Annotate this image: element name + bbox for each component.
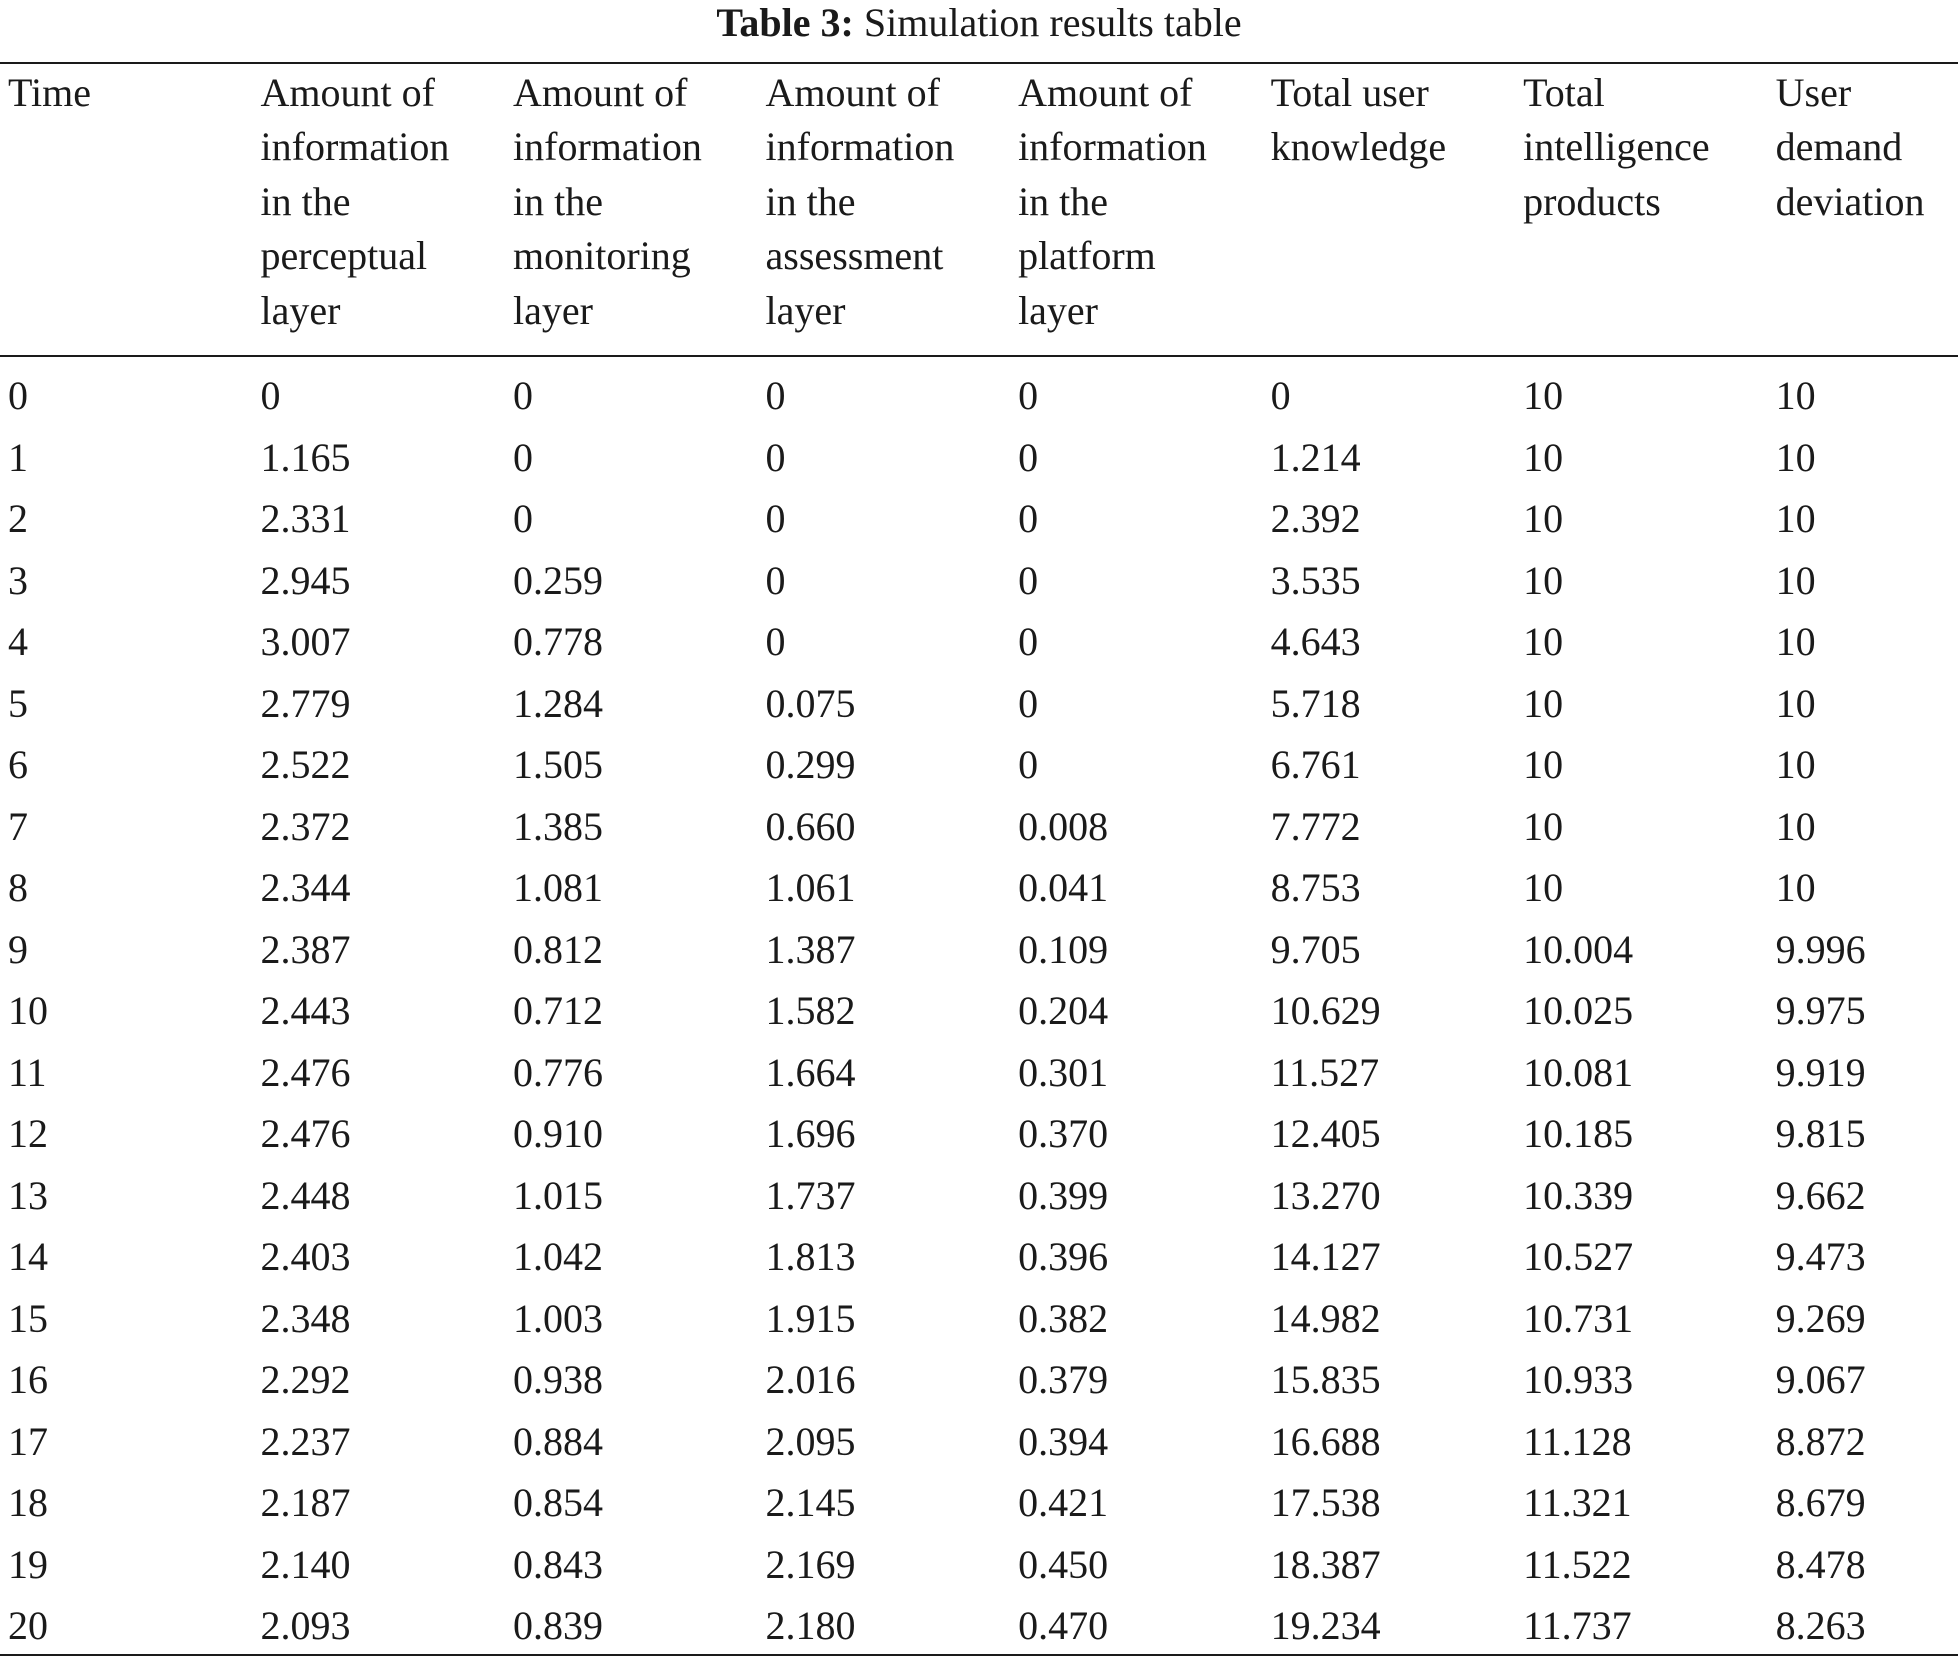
time-cell: 15 [8, 1295, 48, 1341]
value-cell: 0.301 [1018, 1049, 1109, 1095]
value-cell: 10 [1523, 373, 1564, 418]
value-cell: 2.331 [260, 496, 351, 541]
value-cell: 0.008 [1018, 803, 1109, 849]
value-cell: 0 [260, 373, 281, 418]
column-header-line: information [513, 124, 702, 170]
column-header-line: information [260, 124, 450, 170]
value-cell: 2.344 [260, 865, 351, 910]
value-cell: 0 [1018, 742, 1039, 787]
value-cell: 2.237 [260, 1418, 351, 1464]
value-cell: 2.448 [260, 1172, 351, 1218]
value-cell: 2.372 [260, 803, 351, 849]
column-header-line: information [1018, 124, 1207, 170]
time-cell: 11 [8, 1049, 47, 1095]
value-cell: 1.387 [765, 926, 856, 972]
time-cell: 14 [8, 1234, 48, 1279]
column-header-line: Amount of [1018, 70, 1193, 115]
value-cell: 10.731 [1523, 1295, 1634, 1341]
value-cell: 9.067 [1775, 1357, 1866, 1402]
table-row [0, 1472, 1958, 1534]
value-cell: 10.933 [1523, 1357, 1634, 1402]
value-cell: 4.643 [1270, 619, 1361, 664]
value-cell: 0.778 [513, 619, 604, 664]
value-cell: 2.187 [260, 1480, 351, 1525]
time-cell: 1 [8, 434, 28, 480]
column-header-line: layer [260, 287, 341, 333]
time-cell: 8 [8, 865, 28, 910]
column-header-line: Time [8, 70, 92, 115]
time-cell: 9 [8, 926, 28, 972]
value-cell: 10 [1523, 619, 1564, 664]
column-header-line: User [1775, 70, 1852, 115]
value-cell: 1.061 [765, 865, 856, 910]
value-cell: 0 [1018, 373, 1039, 418]
table-row [0, 673, 1958, 735]
value-cell: 10 [1523, 803, 1564, 849]
value-cell: 2.169 [765, 1541, 856, 1587]
table-row [0, 1103, 1958, 1165]
value-cell: 1.737 [765, 1172, 856, 1218]
table-row [0, 1595, 1958, 1657]
value-cell: 10.527 [1523, 1234, 1634, 1279]
value-cell: 10.081 [1523, 1049, 1634, 1095]
value-cell: 10 [1775, 373, 1816, 418]
value-cell: 8.872 [1775, 1418, 1866, 1464]
column-header-line: Total [1523, 70, 1605, 115]
value-cell: 2.145 [765, 1480, 856, 1525]
column-header-line: demand [1775, 124, 1903, 170]
value-cell: 9.919 [1775, 1049, 1866, 1095]
time-cell: 6 [8, 742, 28, 787]
time-cell: 13 [8, 1172, 48, 1218]
value-cell: 10 [1775, 496, 1816, 541]
value-cell: 0.396 [1018, 1234, 1109, 1279]
value-cell: 10.629 [1270, 988, 1381, 1033]
table-row [0, 1042, 1958, 1104]
column-header-line: Amount of [765, 70, 940, 115]
value-cell: 3.535 [1270, 557, 1361, 603]
table-row [0, 427, 1958, 489]
value-cell: 0 [1018, 434, 1039, 480]
value-cell: 6.761 [1270, 742, 1361, 787]
table-row [0, 1288, 1958, 1350]
value-cell: 0.712 [513, 988, 604, 1033]
value-cell: 14.127 [1270, 1234, 1381, 1279]
value-cell: 9.662 [1775, 1172, 1866, 1218]
table-row [0, 796, 1958, 858]
value-cell: 0.109 [1018, 926, 1109, 972]
value-cell: 1.165 [260, 434, 351, 480]
column-header-line: in the [513, 178, 604, 224]
value-cell: 10.004 [1523, 926, 1634, 972]
value-cell: 9.975 [1775, 988, 1866, 1033]
value-cell: 0.370 [1018, 1111, 1109, 1156]
value-cell: 1.915 [765, 1295, 856, 1341]
value-cell: 11.527 [1270, 1049, 1380, 1095]
value-cell: 0 [765, 434, 786, 480]
column-header-line: assessment [765, 233, 944, 279]
value-cell: 0.470 [1018, 1603, 1109, 1648]
value-cell: 10 [1775, 619, 1816, 664]
value-cell: 0 [765, 373, 786, 418]
value-cell: 0.884 [513, 1418, 604, 1464]
value-cell: 8.263 [1775, 1603, 1866, 1648]
value-cell: 0 [765, 557, 786, 603]
value-cell: 2.093 [260, 1603, 351, 1648]
value-cell: 2.392 [1270, 496, 1361, 541]
value-cell: 2.522 [260, 742, 351, 787]
value-cell: 1.813 [765, 1234, 856, 1279]
column-header [1768, 64, 1958, 357]
table-row [0, 611, 1958, 673]
column-header-line: Amount of [260, 70, 435, 115]
value-cell: 10 [1775, 803, 1816, 849]
value-cell: 2.095 [765, 1418, 856, 1464]
value-cell: 0.776 [513, 1049, 604, 1095]
value-cell: 1.664 [765, 1049, 856, 1095]
value-cell: 0 [513, 496, 534, 541]
value-cell: 2.140 [260, 1541, 351, 1587]
value-cell: 5.718 [1270, 680, 1361, 726]
value-cell: 16.688 [1270, 1418, 1381, 1464]
table-row [0, 1534, 1958, 1596]
value-cell: 0.812 [513, 926, 604, 972]
time-cell: 0 [8, 373, 28, 418]
value-cell: 1.214 [1270, 434, 1361, 480]
value-cell: 2.180 [765, 1603, 856, 1648]
value-cell: 10 [1775, 557, 1816, 603]
value-cell: 0 [1018, 557, 1039, 603]
value-cell: 10 [1775, 865, 1816, 910]
value-cell: 8.478 [1775, 1541, 1866, 1587]
time-cell: 10 [8, 988, 48, 1033]
time-cell: 20 [8, 1603, 48, 1648]
value-cell: 0.399 [1018, 1172, 1109, 1218]
value-cell: 19.234 [1270, 1603, 1381, 1648]
value-cell: 0 [1018, 496, 1039, 541]
value-cell: 0.450 [1018, 1541, 1109, 1587]
column-header-line: layer [513, 287, 593, 333]
value-cell: 0.854 [513, 1480, 604, 1525]
simulation-results-table [0, 64, 1958, 1657]
value-cell: 10 [1523, 496, 1564, 541]
value-cell: 1.505 [513, 742, 604, 787]
table-row [0, 857, 1958, 919]
value-cell: 0.910 [513, 1111, 604, 1156]
time-cell: 7 [8, 803, 28, 849]
column-header [758, 64, 1011, 357]
value-cell: 1.582 [765, 988, 856, 1033]
table-row [0, 1226, 1958, 1288]
time-cell: 16 [8, 1357, 48, 1402]
value-cell: 0.938 [513, 1357, 604, 1402]
value-cell: 10.185 [1523, 1111, 1634, 1156]
value-cell: 10.339 [1523, 1172, 1634, 1218]
value-cell: 9.705 [1270, 926, 1361, 972]
value-cell: 0.843 [513, 1541, 604, 1587]
value-cell: 14.982 [1270, 1295, 1381, 1341]
value-cell: 10.025 [1523, 988, 1634, 1033]
value-cell: 10 [1775, 680, 1816, 726]
value-cell: 10 [1523, 557, 1564, 603]
table-row [0, 550, 1958, 612]
value-cell: 10 [1523, 742, 1564, 787]
value-cell: 0.204 [1018, 988, 1109, 1033]
table-row [0, 1165, 1958, 1227]
value-cell: 9.815 [1775, 1111, 1866, 1156]
value-cell: 1.385 [513, 803, 604, 849]
value-cell: 10 [1775, 742, 1816, 787]
value-cell: 10 [1523, 865, 1564, 910]
value-cell: 0 [765, 496, 786, 541]
value-cell: 17.538 [1270, 1480, 1381, 1525]
column-header-line: layer [765, 287, 846, 333]
value-cell: 7.772 [1270, 803, 1361, 849]
table-body [0, 357, 1958, 1657]
time-cell: 3 [8, 557, 28, 603]
column-header [505, 64, 758, 357]
value-cell: 8.753 [1270, 865, 1361, 910]
value-cell: 11.128 [1523, 1418, 1632, 1464]
value-cell: 2.403 [260, 1234, 351, 1279]
value-cell: 0 [513, 373, 534, 418]
value-cell: 9.996 [1775, 926, 1866, 972]
value-cell: 15.835 [1270, 1357, 1381, 1402]
column-header [1263, 64, 1516, 357]
value-cell: 0 [765, 619, 786, 664]
table-row [0, 1349, 1958, 1411]
header-row [0, 64, 1958, 357]
value-cell: 2.476 [260, 1049, 351, 1095]
table-row [0, 919, 1958, 981]
value-cell: 10 [1775, 434, 1816, 480]
value-cell: 11.737 [1523, 1603, 1632, 1648]
table-row [0, 1411, 1958, 1473]
column-header-line: products [1523, 178, 1661, 224]
column-header-line: platform [1018, 233, 1156, 279]
value-cell: 2.016 [765, 1357, 856, 1402]
column-header-line: knowledge [1270, 124, 1447, 170]
value-cell: 9.473 [1775, 1234, 1866, 1279]
column-header-line: intelligence [1523, 124, 1710, 170]
value-cell: 3.007 [260, 619, 351, 664]
value-cell: 0.379 [1018, 1357, 1109, 1402]
table-row [0, 734, 1958, 796]
value-cell: 10 [1523, 434, 1564, 480]
value-cell: 0.299 [765, 742, 856, 787]
value-cell: 1.003 [513, 1295, 604, 1341]
time-cell: 5 [8, 680, 28, 726]
column-header-line: perceptual [260, 233, 428, 279]
value-cell: 2.779 [260, 680, 351, 726]
table-row [0, 488, 1958, 550]
value-cell: 12.405 [1270, 1111, 1381, 1156]
column-header-line: information [765, 124, 955, 170]
value-cell: 0 [513, 434, 534, 480]
value-cell: 2.292 [260, 1357, 351, 1402]
value-cell: 10 [1523, 680, 1564, 726]
value-cell: 1.042 [513, 1234, 604, 1279]
value-cell: 13.270 [1270, 1172, 1381, 1218]
column-header-line: Amount of [513, 70, 688, 115]
caption-label: Table 3: [716, 0, 854, 45]
value-cell: 1.696 [765, 1111, 856, 1156]
column-header-line: in the [260, 178, 351, 224]
time-cell: 4 [8, 619, 28, 664]
column-header [1515, 64, 1768, 357]
value-cell: 2.443 [260, 988, 351, 1033]
table-row [0, 980, 1958, 1042]
value-cell: 11.522 [1523, 1541, 1632, 1587]
value-cell: 0 [1270, 373, 1291, 418]
value-cell: 1.284 [513, 680, 604, 726]
column-header [253, 64, 506, 357]
value-cell: 2.476 [260, 1111, 351, 1156]
value-cell: 2.387 [260, 926, 351, 972]
time-cell: 19 [8, 1541, 48, 1587]
value-cell: 0 [1018, 619, 1039, 664]
value-cell: 2.348 [260, 1295, 351, 1341]
value-cell: 1.015 [513, 1172, 604, 1218]
value-cell: 0.421 [1018, 1480, 1109, 1525]
table-row [0, 357, 1958, 427]
value-cell: 0.041 [1018, 865, 1109, 910]
value-cell: 0.075 [765, 680, 856, 726]
value-cell: 2.945 [260, 557, 351, 603]
time-cell: 2 [8, 496, 28, 541]
column-header-line: deviation [1775, 178, 1925, 224]
column-header-line: in the [765, 178, 856, 224]
value-cell: 1.081 [513, 865, 604, 910]
value-cell: 18.387 [1270, 1541, 1381, 1587]
value-cell: 8.679 [1775, 1480, 1866, 1525]
table-caption [0, 0, 1958, 52]
time-cell: 17 [8, 1418, 48, 1464]
value-cell: 0.382 [1018, 1295, 1109, 1341]
value-cell: 0.259 [513, 557, 604, 603]
column-header [0, 64, 253, 357]
value-cell: 0.394 [1018, 1418, 1109, 1464]
column-header-line: in the [1018, 178, 1109, 224]
value-cell: 0.660 [765, 803, 856, 849]
caption-title: Simulation results table [863, 0, 1242, 45]
time-cell: 12 [8, 1111, 48, 1156]
value-cell: 0.839 [513, 1603, 604, 1648]
column-header-line: layer [1018, 287, 1099, 333]
column-header [1010, 64, 1263, 357]
time-cell: 18 [8, 1480, 48, 1525]
table-header [0, 64, 1958, 357]
column-header-line: Total user [1270, 70, 1429, 115]
value-cell: 0 [1018, 680, 1039, 726]
value-cell: 11.321 [1523, 1480, 1632, 1525]
column-header-line: monitoring [513, 233, 691, 279]
value-cell: 9.269 [1775, 1295, 1866, 1341]
